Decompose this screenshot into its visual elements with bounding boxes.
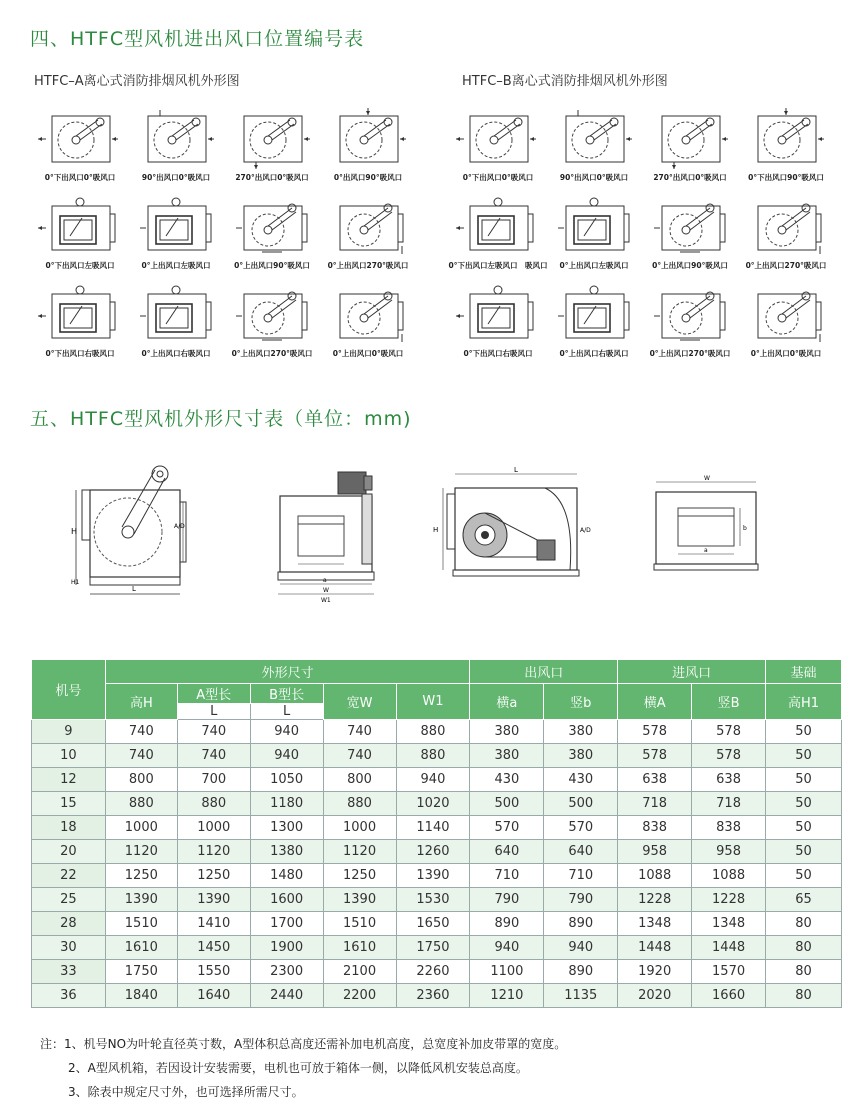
table-cell: 380: [544, 720, 618, 744]
a-orientation-3: [220, 108, 324, 183]
fan-orientation-diagram: [34, 108, 126, 170]
b-orientation-caption: 0°上出风口90°吸风口: [652, 261, 728, 270]
table-row: [32, 840, 842, 864]
table-cell: 80: [766, 984, 842, 1008]
table-row: [32, 768, 842, 792]
table-cell: 940: [396, 768, 470, 792]
cell-machine-no: 36: [32, 984, 106, 1008]
header-outlet-b: 竖b: [544, 684, 618, 720]
a-orientation-4: [316, 108, 420, 183]
table-cell: 1260: [396, 840, 470, 864]
table-cell: 1100: [470, 960, 544, 984]
table-cell: 578: [692, 744, 766, 768]
table-row: [32, 744, 842, 768]
dimension-drawing-b-front: [648, 470, 768, 580]
table-cell: 1450: [177, 936, 250, 960]
table-cell: 1250: [323, 864, 396, 888]
b-orientation-7: [638, 196, 742, 271]
b-orientation-caption: 0°下出风口90°吸风口: [748, 173, 824, 182]
table-cell: 890: [544, 912, 618, 936]
table-cell: 880: [105, 792, 177, 816]
header-a-length-l: L: [177, 704, 250, 720]
table-row: [32, 816, 842, 840]
table-cell: 1920: [618, 960, 692, 984]
cell-machine-no: 20: [32, 840, 106, 864]
b-orientation-12: [734, 284, 838, 359]
table-cell: 1020: [396, 792, 470, 816]
table-cell: 940: [470, 936, 544, 960]
table-cell: 640: [544, 840, 618, 864]
table-cell: 1610: [323, 936, 396, 960]
dim-label-b-b: b: [743, 525, 747, 532]
b-orientation-caption: 0°上出风口270°吸风口: [649, 349, 731, 358]
table-cell: 1250: [105, 864, 177, 888]
cell-machine-no: 33: [32, 960, 106, 984]
table-cell: 1660: [692, 984, 766, 1008]
table-cell: 710: [544, 864, 618, 888]
b-orientation-9: [446, 284, 550, 359]
table-cell: 50: [766, 792, 842, 816]
cell-machine-no: 15: [32, 792, 106, 816]
fan-orientation-diagram: [130, 284, 222, 346]
section4-title: 四、HTFC型风机进出风口位置编号表: [30, 28, 365, 50]
table-cell: 50: [766, 768, 842, 792]
left-group-title: HTFC–A离心式消防排烟风机外形图: [34, 74, 240, 89]
table-cell: 790: [470, 888, 544, 912]
table-cell: 2020: [618, 984, 692, 1008]
table-row: [32, 888, 842, 912]
table-cell: 1140: [396, 816, 470, 840]
table-cell: 1610: [105, 936, 177, 960]
table-cell: 640: [470, 840, 544, 864]
a-orientation-2: [124, 108, 228, 183]
table-cell: 570: [544, 816, 618, 840]
table-cell: 1900: [250, 936, 323, 960]
table-cell: 1840: [105, 984, 177, 1008]
table-cell: 2100: [323, 960, 396, 984]
table-cell: 1380: [250, 840, 323, 864]
fan-orientation-diagram: [322, 284, 414, 346]
fan-orientation-diagram: [452, 284, 544, 346]
table-cell: 1120: [323, 840, 396, 864]
fan-orientation-diagram: [548, 108, 640, 170]
b-orientation-1: [446, 108, 550, 183]
cell-machine-no: 12: [32, 768, 106, 792]
header-inlet: 进风口: [618, 660, 766, 684]
header-outlet-a: 横a: [470, 684, 544, 720]
table-cell: 1390: [323, 888, 396, 912]
b-orientation-caption: 0°上出风口0°吸风口: [750, 349, 822, 358]
b-orientation-caption: 270°出风口0°吸风口: [653, 173, 727, 182]
table-cell: 958: [692, 840, 766, 864]
table-cell: 700: [177, 768, 250, 792]
table-cell: 1210: [470, 984, 544, 1008]
table-cell: 2360: [396, 984, 470, 1008]
a-orientation-8: [316, 196, 420, 271]
table-cell: 80: [766, 960, 842, 984]
table-cell: 430: [470, 768, 544, 792]
b-orientation-3: [638, 108, 742, 183]
a-orientation-caption: 0°上出风口270°吸风口: [327, 261, 409, 270]
a-orientation-caption: 0°出风口90°吸风口: [333, 173, 403, 182]
fan-orientation-diagram: [644, 284, 736, 346]
dim-label-H-b: H: [433, 526, 439, 534]
table-cell: 500: [544, 792, 618, 816]
cell-machine-no: 30: [32, 936, 106, 960]
table-cell: 638: [692, 768, 766, 792]
fan-orientation-diagram: [226, 108, 318, 170]
fan-orientation-diagram: [452, 196, 544, 258]
a-orientation-11: [220, 284, 324, 359]
table-cell: 1088: [618, 864, 692, 888]
table-cell: 2440: [250, 984, 323, 1008]
table-cell: 800: [105, 768, 177, 792]
table-cell: 2260: [396, 960, 470, 984]
dim-label-W1: W1: [321, 597, 331, 603]
table-cell: 1510: [323, 912, 396, 936]
table-cell: 1510: [105, 912, 177, 936]
table-cell: 740: [177, 744, 250, 768]
a-orientation-7: [220, 196, 324, 271]
fan-orientation-diagram: [644, 108, 736, 170]
a-orientation-caption: 270°出风口0°吸风口: [235, 173, 309, 182]
table-cell: 940: [544, 936, 618, 960]
table-cell: 1348: [692, 912, 766, 936]
table-cell: 380: [470, 744, 544, 768]
b-orientation-6: [542, 196, 646, 271]
header-b-length-l: L: [250, 704, 323, 720]
fan-orientation-diagram: [548, 284, 640, 346]
table-cell: 710: [470, 864, 544, 888]
b-orientation-10: [542, 284, 646, 359]
cell-machine-no: 10: [32, 744, 106, 768]
note-3: 3、除表中规定尺寸外，也可选择所需尺寸。: [68, 1085, 304, 1099]
table-row: [32, 792, 842, 816]
table-cell: 380: [470, 720, 544, 744]
header-width: 宽W: [323, 684, 396, 720]
table-cell: 890: [544, 960, 618, 984]
cell-machine-no: 22: [32, 864, 106, 888]
table-cell: 578: [618, 720, 692, 744]
table-cell: 80: [766, 936, 842, 960]
header-height: 高H: [105, 684, 177, 720]
table-cell: 638: [618, 768, 692, 792]
table-cell: 1180: [250, 792, 323, 816]
dim-label-L-b: L: [514, 466, 518, 474]
dim-label-H1: H1: [71, 579, 80, 586]
table-cell: 1228: [618, 888, 692, 912]
table-cell: 1700: [250, 912, 323, 936]
table-cell: 1120: [105, 840, 177, 864]
table-cell: 718: [618, 792, 692, 816]
header-w1: W1: [396, 684, 470, 720]
table-cell: 1448: [618, 936, 692, 960]
table-cell: 740: [105, 744, 177, 768]
fan-orientation-diagram: [548, 196, 640, 258]
table-cell: 880: [323, 792, 396, 816]
a-orientation-caption: 0°上出风口左吸风口: [141, 261, 211, 270]
table-cell: 1390: [105, 888, 177, 912]
table-row: [32, 936, 842, 960]
fan-orientation-diagram: [130, 108, 222, 170]
dimension-drawing-b-side: [425, 462, 595, 587]
notes: [40, 1032, 566, 1104]
cell-machine-no: 9: [32, 720, 106, 744]
table-cell: 1410: [177, 912, 250, 936]
b-orientation-5: [446, 196, 550, 271]
table-cell: 1640: [177, 984, 250, 1008]
table-cell: 740: [323, 744, 396, 768]
a-orientation-9: [28, 284, 132, 359]
a-orientation-caption: 0°上出风口270°吸风口: [231, 349, 313, 358]
fan-orientation-diagram: [34, 284, 126, 346]
table-cell: 1120: [177, 840, 250, 864]
table-cell: 880: [396, 744, 470, 768]
table-cell: 1000: [177, 816, 250, 840]
a-orientation-1: [28, 108, 132, 183]
right-group-title: HTFC–B离心式消防排烟风机外形图: [462, 74, 668, 89]
a-orientation-caption: 0°下出风口左吸风口: [45, 261, 115, 270]
cell-machine-no: 28: [32, 912, 106, 936]
header-outer-size: 外形尺寸: [105, 660, 470, 684]
header-inlet-A: 横A: [618, 684, 692, 720]
dim-label-a-b: a: [704, 547, 708, 554]
table-cell: 958: [618, 840, 692, 864]
b-orientation-11: [638, 284, 742, 359]
b-orientation-caption: 0°上出风口右吸风口: [559, 349, 629, 358]
table-cell: 50: [766, 816, 842, 840]
table-cell: 880: [177, 792, 250, 816]
dimension-drawing-a-front: [268, 468, 383, 603]
table-cell: 1135: [544, 984, 618, 1008]
table-cell: 380: [544, 744, 618, 768]
b-orientation-caption: 0°下出风口右吸风口: [463, 349, 533, 358]
dimension-table: [31, 659, 842, 1008]
table-cell: 838: [618, 816, 692, 840]
table-cell: 1550: [177, 960, 250, 984]
table-cell: 50: [766, 744, 842, 768]
table-row: [32, 984, 842, 1008]
table-cell: 50: [766, 840, 842, 864]
table-cell: 740: [177, 720, 250, 744]
a-orientation-caption: 0°上出风口90°吸风口: [234, 261, 310, 270]
fan-orientation-diagram: [452, 108, 544, 170]
dim-label-W: W: [323, 587, 329, 594]
table-cell: 1228: [692, 888, 766, 912]
table-cell: 1650: [396, 912, 470, 936]
b-orientation-caption: 90°出风口0°吸风口: [559, 173, 629, 182]
a-orientation-caption: 0°上出风口右吸风口: [141, 349, 211, 358]
header-outlet: 出风口: [470, 660, 618, 684]
a-orientation-5: [28, 196, 132, 271]
table-cell: 1348: [618, 912, 692, 936]
table-cell: 578: [692, 720, 766, 744]
fan-orientation-diagram: [226, 284, 318, 346]
table-cell: 1530: [396, 888, 470, 912]
table-row: [32, 720, 842, 744]
header-a-length: A型长: [177, 684, 250, 704]
note-1: 注：1、机号NO为叶轮直径英寸数，A型体积总高度还需补加电机高度，总宽度补加皮带罩的宽度。: [40, 1037, 567, 1051]
table-cell: 790: [544, 888, 618, 912]
dim-label-H: H: [71, 527, 78, 536]
table-cell: 1050: [250, 768, 323, 792]
fan-orientation-diagram: [740, 108, 832, 170]
table-cell: 1750: [105, 960, 177, 984]
table-cell: 578: [618, 744, 692, 768]
a-orientation-caption: 0°下出风口0°吸风口: [44, 173, 116, 182]
table-cell: 880: [396, 720, 470, 744]
table-cell: 2200: [323, 984, 396, 1008]
table-cell: 430: [544, 768, 618, 792]
fan-orientation-diagram: [130, 196, 222, 258]
fan-orientation-diagram: [322, 196, 414, 258]
table-cell: 1600: [250, 888, 323, 912]
table-cell: 2300: [250, 960, 323, 984]
table-cell: 1390: [396, 864, 470, 888]
note-2: 2、A型风机箱，若因设计安装需要，电机也可放于箱体一侧，以降低风机安装总高度。: [68, 1061, 528, 1075]
table-cell: 1390: [177, 888, 250, 912]
cell-machine-no: 25: [32, 888, 106, 912]
fan-orientation-diagram: [740, 196, 832, 258]
a-orientation-10: [124, 284, 228, 359]
table-cell: 1750: [396, 936, 470, 960]
header-base-h1: 高H1: [766, 684, 842, 720]
table-cell: 65: [766, 888, 842, 912]
table-cell: 740: [323, 720, 396, 744]
fan-orientation-diagram: [644, 196, 736, 258]
section5-title: 五、HTFC型风机外形尺寸表（单位：mm): [30, 408, 412, 430]
header-inlet-B: 竖B: [692, 684, 766, 720]
table-cell: 940: [250, 720, 323, 744]
table-row: [32, 960, 842, 984]
a-orientation-caption: 90°出风口0°吸风口: [141, 173, 211, 182]
table-cell: 800: [323, 768, 396, 792]
header-base: 基础: [766, 660, 842, 684]
table-cell: 500: [470, 792, 544, 816]
table-row: [32, 912, 842, 936]
b-orientation-caption: 0°下出风口左吸风口 吸风口: [448, 261, 548, 270]
table-cell: 940: [250, 744, 323, 768]
dim-label-W-b: W: [704, 475, 710, 482]
table-cell: 50: [766, 864, 842, 888]
b-orientation-caption: 0°上出风口270°吸风口: [745, 261, 827, 270]
b-orientation-caption: 0°下出风口0°吸风口: [462, 173, 534, 182]
dim-label-L: L: [132, 585, 136, 593]
table-cell: 1480: [250, 864, 323, 888]
fan-orientation-diagram: [740, 284, 832, 346]
table-cell: 890: [470, 912, 544, 936]
table-cell: 80: [766, 912, 842, 936]
dim-label-AD-b: A/D: [580, 527, 591, 534]
header-b-length: B型长: [250, 684, 323, 704]
table-cell: 1570: [692, 960, 766, 984]
a-orientation-6: [124, 196, 228, 271]
dimension-drawing-a-side: [70, 462, 190, 602]
fan-orientation-diagram: [322, 108, 414, 170]
cell-machine-no: 18: [32, 816, 106, 840]
table-cell: 718: [692, 792, 766, 816]
table-cell: 1000: [105, 816, 177, 840]
header-machine-no: 机号: [32, 660, 106, 720]
table-cell: 1448: [692, 936, 766, 960]
table-cell: 1000: [323, 816, 396, 840]
b-orientation-4: [734, 108, 838, 183]
fan-orientation-diagram: [34, 196, 126, 258]
table-row: [32, 864, 842, 888]
table-cell: 740: [105, 720, 177, 744]
a-orientation-12: [316, 284, 420, 359]
table-cell: 1088: [692, 864, 766, 888]
a-orientation-caption: 0°下出风口右吸风口: [45, 349, 115, 358]
table-cell: 1300: [250, 816, 323, 840]
dim-label-a-front: a: [323, 577, 327, 584]
dim-label-AD: A/D: [174, 523, 185, 530]
b-orientation-8: [734, 196, 838, 271]
b-orientation-caption: 0°上出风口左吸风口: [559, 261, 629, 270]
a-orientation-caption: 0°上出风口0°吸风口: [332, 349, 404, 358]
table-cell: 50: [766, 720, 842, 744]
table-cell: 1250: [177, 864, 250, 888]
table-cell: 838: [692, 816, 766, 840]
fan-orientation-diagram: [226, 196, 318, 258]
table-cell: 570: [470, 816, 544, 840]
b-orientation-2: [542, 108, 646, 183]
